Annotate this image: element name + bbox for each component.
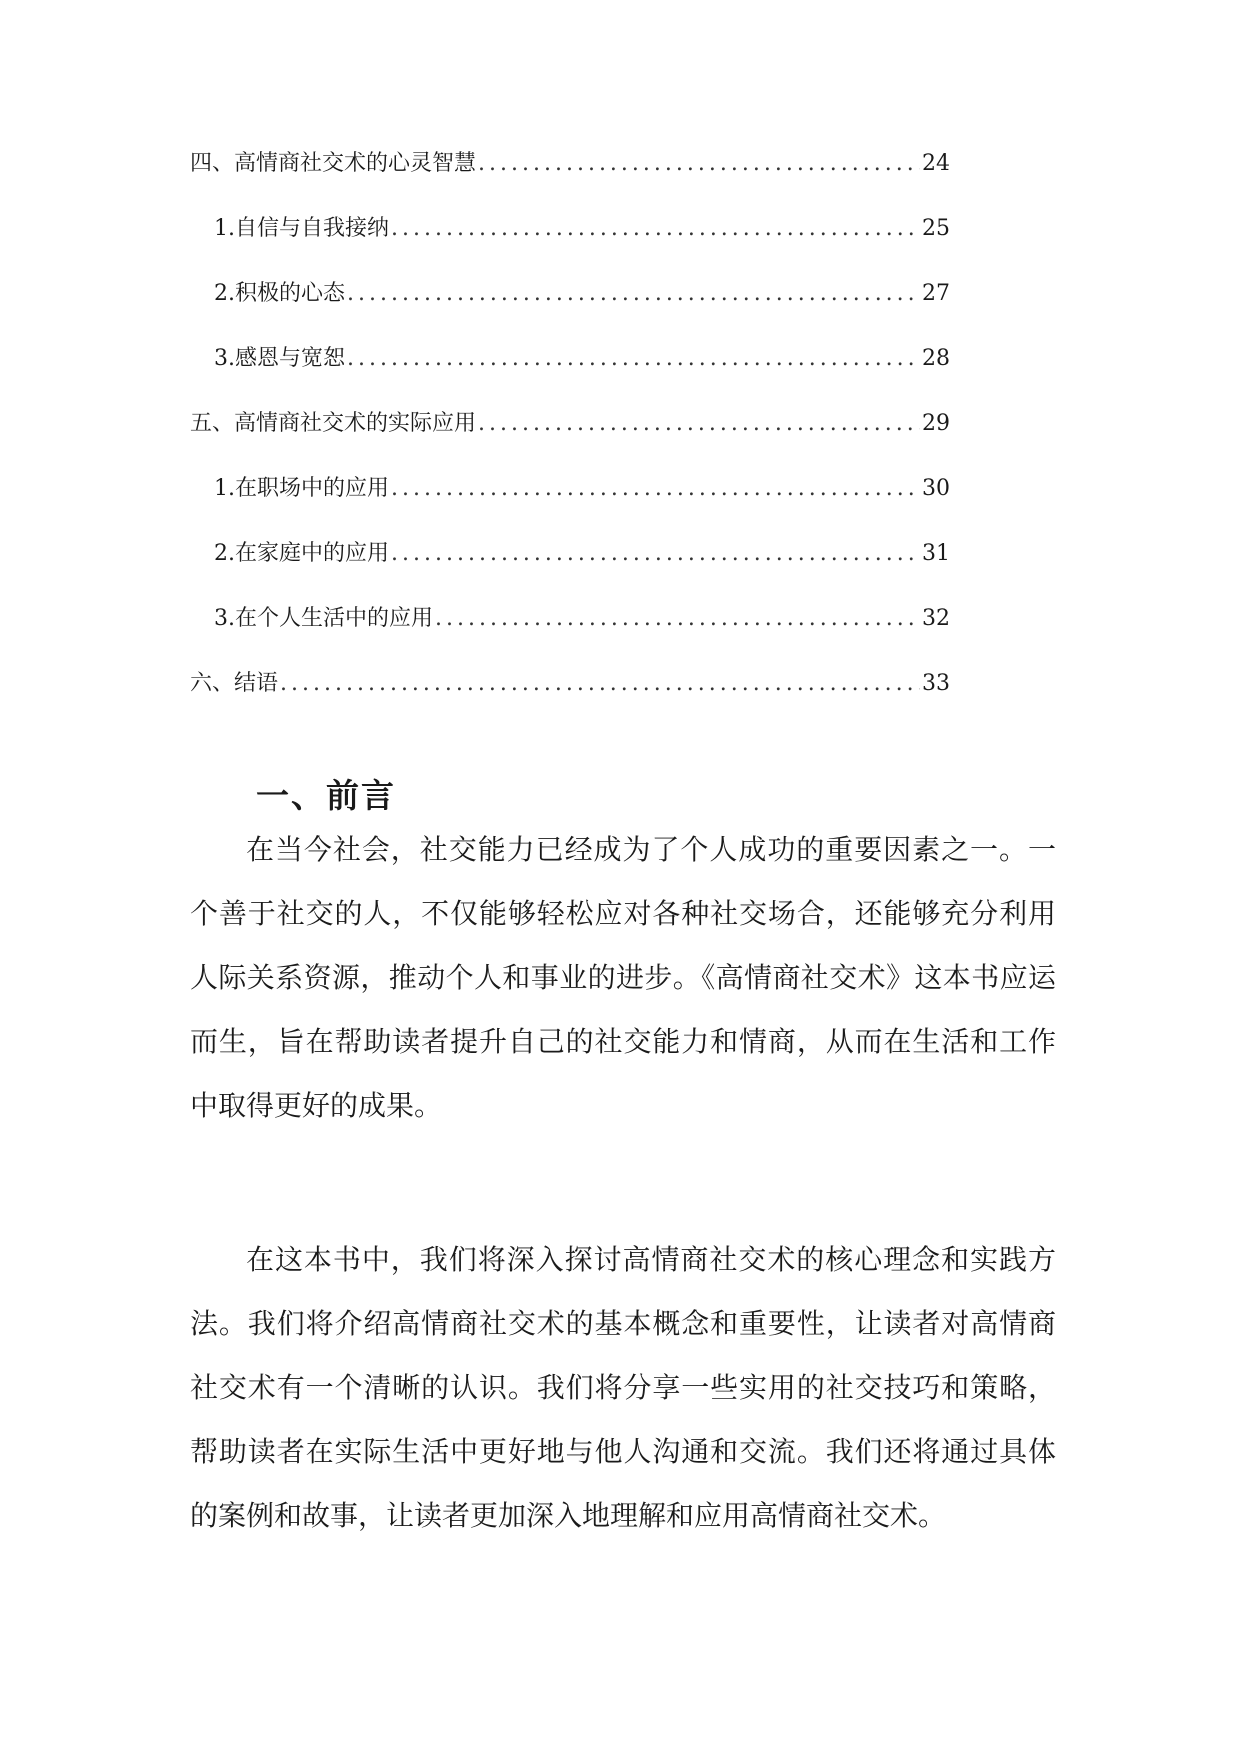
toc-entry-title: 感恩与宽恕 bbox=[235, 346, 346, 371]
toc-entry-title: 积极的心态 bbox=[235, 281, 346, 306]
toc-entry-number: 3. bbox=[214, 346, 235, 371]
toc-entry-page: 28 bbox=[922, 346, 950, 371]
toc-entry-page: 29 bbox=[922, 411, 950, 436]
body-paragraph: 在当今社会，社交能力已经成为了个人成功的重要因素之一。一个善于社交的人，不仅能够轻松应对各种社交场合，还能够充分利用人际关系资源，推动个人和事业的进步。《高情商社交术》这本书应运而生，旨在帮助读者提升自己的社交能力和情商，从而在生活和工作中取得更好的成果。 bbox=[190, 833, 1056, 1122]
toc-entry-title: 在家庭中的应用 bbox=[235, 541, 390, 566]
toc-entry-page: 27 bbox=[922, 281, 950, 306]
toc-leader-dots bbox=[391, 541, 920, 566]
toc-entry[interactable] bbox=[190, 146, 950, 211]
toc-entry[interactable] bbox=[190, 601, 950, 666]
toc-entry[interactable] bbox=[190, 211, 950, 276]
toc-entry[interactable] bbox=[190, 406, 950, 471]
toc-entry-page: 24 bbox=[922, 151, 950, 176]
toc-entry-title: 自信与自我接纳 bbox=[235, 216, 390, 241]
toc-leader-dots bbox=[391, 216, 920, 241]
toc-entry-number: 2. bbox=[214, 541, 235, 566]
toc-leader-dots bbox=[347, 281, 920, 306]
section-heading: 一、前言 bbox=[256, 776, 396, 815]
toc-entry[interactable] bbox=[190, 666, 950, 731]
toc-entry[interactable] bbox=[190, 536, 950, 601]
toc-entry-number: 1. bbox=[214, 476, 235, 501]
toc-entry-page: 30 bbox=[922, 476, 950, 501]
toc-entry-title: 六、结语 bbox=[190, 671, 279, 696]
toc-entry-title: 四、高情商社交术的心灵智慧 bbox=[190, 151, 477, 176]
toc-entry-page: 25 bbox=[922, 216, 950, 241]
toc-leader-dots bbox=[478, 411, 920, 436]
toc-entry[interactable] bbox=[190, 276, 950, 341]
toc-entry-title: 在职场中的应用 bbox=[235, 476, 390, 501]
toc-entry[interactable] bbox=[190, 471, 950, 536]
toc-entry-page: 33 bbox=[922, 671, 950, 696]
toc-entry-title: 五、高情商社交术的实际应用 bbox=[190, 411, 477, 436]
table-of-contents bbox=[190, 146, 950, 731]
toc-leader-dots bbox=[280, 671, 920, 696]
toc-leader-dots bbox=[391, 476, 920, 501]
toc-entry-page: 31 bbox=[922, 541, 950, 566]
toc-entry-number: 3. bbox=[214, 606, 235, 631]
toc-entry[interactable] bbox=[190, 341, 950, 406]
toc-entry-title: 在个人生活中的应用 bbox=[235, 606, 434, 631]
toc-leader-dots bbox=[435, 606, 920, 631]
toc-leader-dots bbox=[347, 346, 920, 371]
toc-entry-number: 1. bbox=[214, 216, 235, 241]
toc-entry-page: 32 bbox=[922, 606, 950, 631]
toc-entry-number: 2. bbox=[214, 281, 235, 306]
toc-leader-dots bbox=[478, 151, 920, 176]
body-paragraph: 在这本书中，我们将深入探讨高情商社交术的核心理念和实践方法。我们将介绍高情商社交术的基本概念和重要性，让读者对高情商社交术有一个清晰的认识。我们将分享一些实用的社交技巧和策略，帮助读者在实际生活中更好地与他人沟通和交流。我们还将通过具体的案例和故事，让读者更加深入地理解和应用高情商社交术。 bbox=[190, 1243, 1056, 1532]
